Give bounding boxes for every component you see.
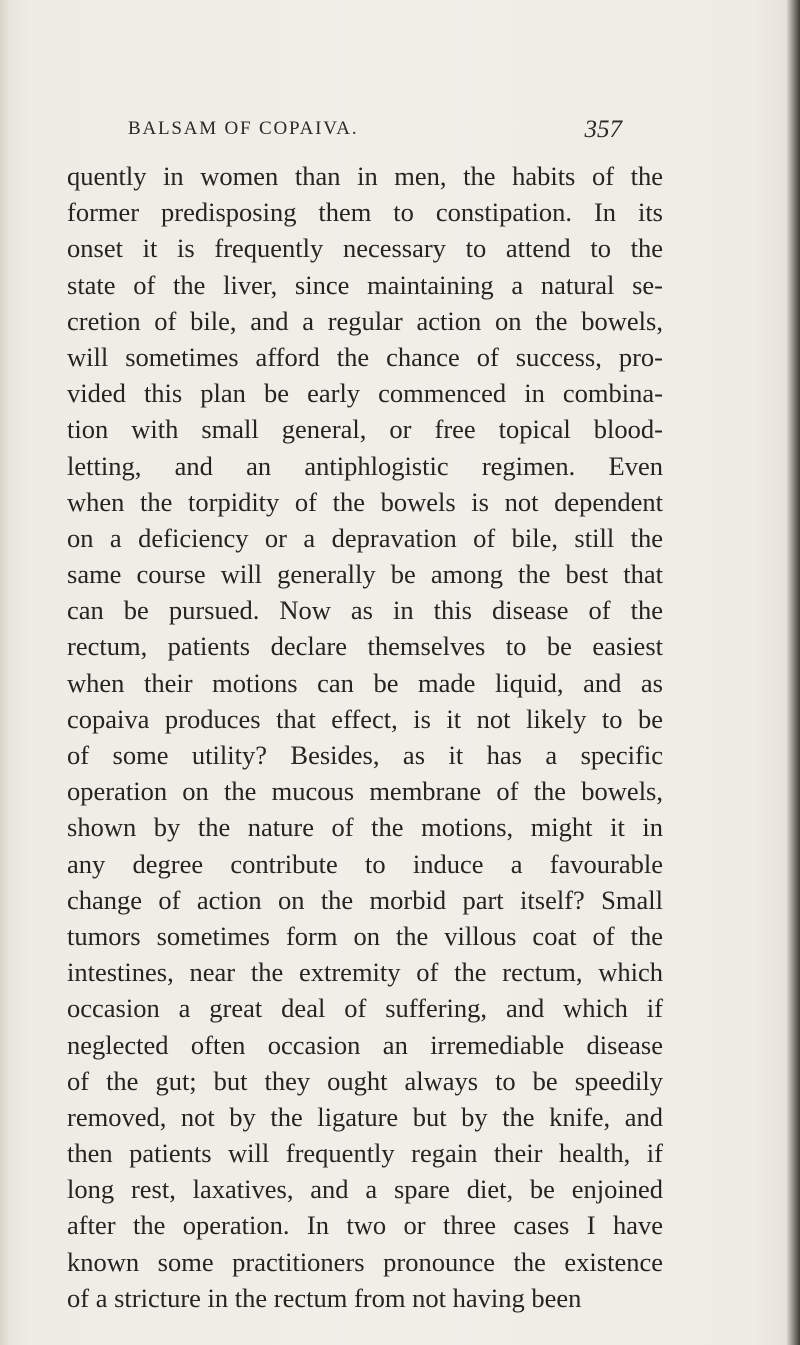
text-line: of a stricture in the rectum from not having been [67,1282,582,1313]
text-line: can be pursued. Now as in this disease of the [67,595,663,626]
text-line: cretion of bile, and a regular action on the bowels, [67,305,663,336]
body-text [67,158,663,1316]
text-line: rectum, patients declare themselves to be easiest [67,631,663,662]
page-gutter-shadow [0,0,10,1345]
text-line: tion with small general, or free topical blood- [67,414,663,445]
text-line: quently in women than in men, the habits of the [67,161,663,191]
text-line: shown by the nature of the motions, might it in [67,812,663,843]
text-line: when the torpidity of the bowels is not dependent [67,486,663,517]
text-line: will sometimes afford the chance of success, pro- [67,341,663,372]
text-line: former predisposing them to constipation. In its [67,197,663,228]
text-line: any degree contribute to induce a favourable [67,848,663,879]
text-line: vided this plan be early commenced in combina- [67,378,663,409]
text-line: on a deficiency or a depravation of bile, still the [67,522,663,553]
text-line: copaiva produces that effect, is it not likely to be [67,703,663,734]
text-line: when their motions can be made liquid, and as [67,667,663,698]
text-line: of some utility? Besides, as it has a specific [67,740,663,770]
text-line: removed, not by the ligature but by the knife, and [67,1101,663,1132]
text-line: long rest, laxatives, and a spare diet, be enjoined [67,1174,663,1205]
text-line: after the operation. In two or three cases I have [67,1210,663,1241]
text-line: change of action on the morbid part itself? Small [67,884,663,915]
text-line: intestines, near the extremity of the rectum, which [67,957,663,988]
text-line: same course will generally be among the best that [67,559,663,590]
text-line: operation on the mucous membrane of the bowels, [67,776,663,807]
text-line: known some practitioners pronounce the existence [67,1246,663,1277]
text-line: letting, and an antiphlogistic regimen. Even [67,450,663,481]
text-line: then patients will frequently regain their health, if [67,1138,663,1169]
text-line: occasion a great deal of suffering, and which if [67,993,663,1024]
text-line: neglected often occasion an irremediable disease [67,1029,663,1060]
page-edge-shadow [786,0,800,1345]
running-head-title: BALSAM OF COPAIVA. [128,118,359,139]
text-line: of the gut; but they ought always to be speedily [67,1065,663,1096]
page-number: 357 [584,116,622,143]
text-line: onset it is frequently necessary to attend to the [67,233,663,264]
running-head [128,116,622,144]
text-line: state of the liver, since maintaining a natural se- [67,269,663,300]
text-line: tumors sometimes form on the villous coat of the [67,920,663,951]
